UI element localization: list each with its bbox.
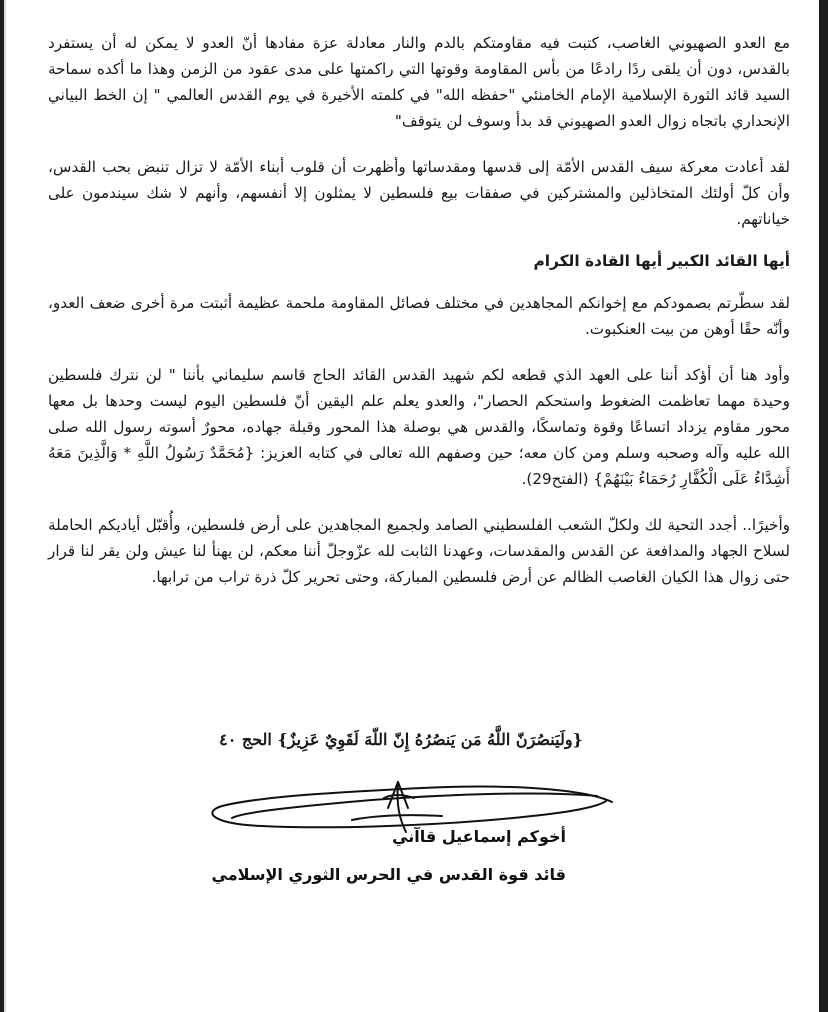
letter-body: [48, 30, 790, 610]
signer-name: أخوكم إسماعيل قاآني: [392, 827, 566, 846]
signer-title: قائد قوة القدس في الحرس الثوري الإسلامي: [211, 865, 566, 884]
paragraph-4: وأود هنا أن أؤكد أننا على العهد الذي قطعه لكم شهيد القدس القائد الحاج قاسم سليماني بأننا " لن نترك فلسطين وحيدة مهما تعاظمت الضغوط واستحكم الحصار"، والعدو يعلم علم اليقين أنّ فلسطين اليوم ليست وحدها بل معها محور مقاوم يزداد اتساعًا وقوة وتماسكًا، والقدس هي بوصلة هذا المحور وقبلة جهاده، محورٌ أسوته رسول الله صلى الله عليه وآله وصحبه وسلم ومن كان معه؛ حين وصفهم الله تعالى في كتابه العزيز: {مُحَمَّدٌ رَسُولُ اللَّهِ * وَالَّذِينَ مَعَهُ أَشِدَّاءُ عَلَى الْكُفَّارِ رُحَمَاءُ بَيْنَهُمْ} (الفتح29).: [48, 366, 790, 488]
salutation-heading: أيها القائد الكبير أيها القادة الكرام: [533, 252, 790, 270]
paragraph-3: لقد سطّرتم بصمودكم مع إخوانكم المجاهدين في مختلف فصائل المقاومة ملحمة عظيمة أثبتت مرة أخرى ضعف العدو، وأنّه حقًا أوهن من بيت العنكبوت.: [48, 294, 790, 338]
page-edge-shadow: [819, 0, 828, 1012]
closing-verse: {ولَيَنصُرَنّ اللَّهُ مَن يَنصُرُهُ إِنّ اللّهَ لَقَوِيٌ عَزِيزٌ} الحج ٤٠: [219, 730, 583, 749]
paragraph-2: لقد أعادت معركة سيف القدس الأمّة إلى قدسها ومقدساتها وأظهرت أن قلوب أبناء الأمّة لا تزال تنبض بحب القدس، وأن كلّ أولئك المتخاذلين والمشتركين في صفقات بيع فلسطين لا يمثلون إلا أنفسهم، وأنهم لا شك سيندمون على خياناتهم.: [48, 158, 790, 228]
paragraph-5: وأخيرًا.. أجدد التحية لك ولكلّ الشعب الفلسطيني الصامد ولجميع المجاهدين على أرض فلسطين، وأُقبّل أياديكم الحاملة لسلاح الجهاد والمدافعة عن القدس والمقدسات، وعهدنا الثابت لله عزّوجلّ أننا معكم، لن يهنأ لنا عيش ولن يقر لنا قرار حتى زوال هذا الكيان الغاصب الظالم عن أرض فلسطين المباركة، وحتى تحرير كلّ ذرة تراب من ترابها.: [48, 516, 790, 586]
handwritten-signature: [202, 776, 622, 866]
paragraph-1: مع العدو الصهيوني الغاصب، كتبت فيه مقاومتكم بالدم والنار معادلة عزة مفادها أنّ العدو لا يمكن له أن يستفرد بالقدس، دون أن يلقى ردًا رادعًا من بأس المقاومة وقوتها التي راكمتها على مدى عقود من الزمن وهذا ما أكده سماحة السيد قائد الثورة الإسلامية الإمام الخامنئي "حفظه الله" في كلمته الأخيرة في يوم القدس العالمي " إن الخط البياني الإنحداري باتجاه زوال العدو الصهيوني قد بدأ وسوف لن يتوقف": [48, 34, 790, 130]
letter-page: [4, 0, 819, 1012]
